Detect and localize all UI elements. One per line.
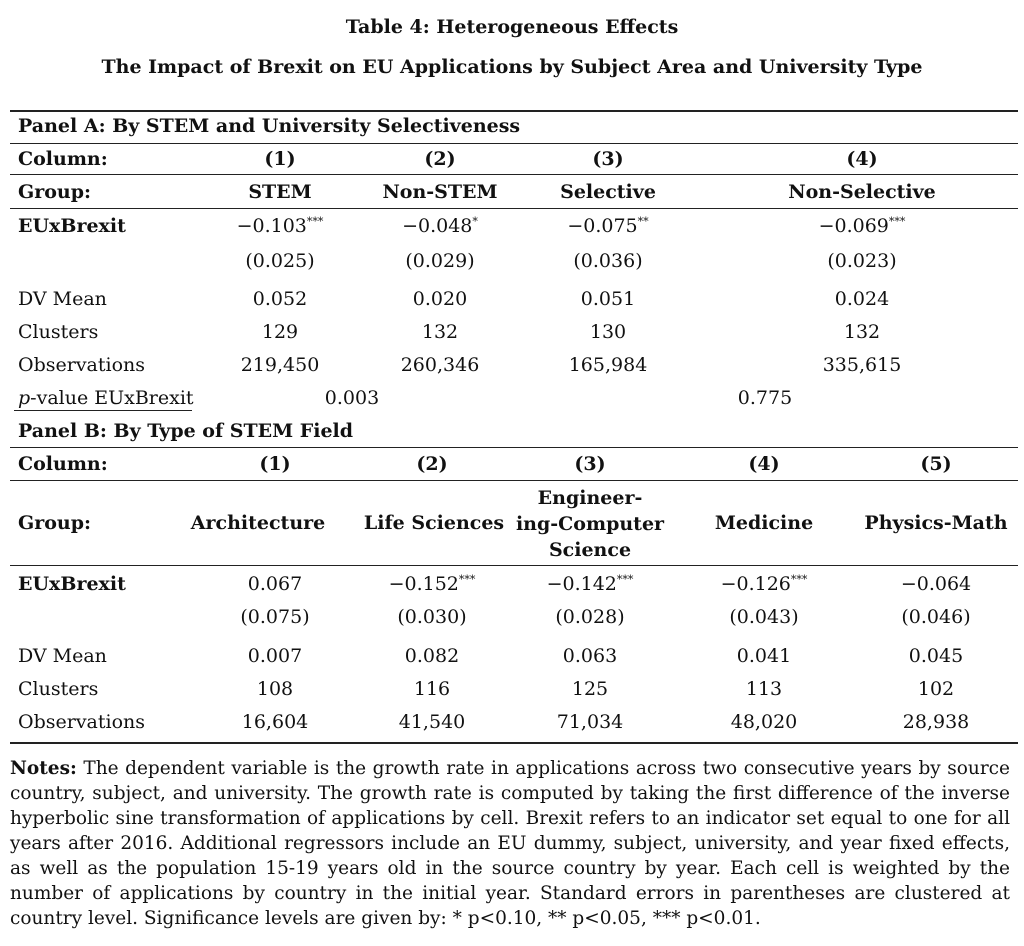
- panel-a-dv-label: DV Mean: [18, 288, 107, 310]
- panel-a-group-label: Group:: [18, 181, 92, 203]
- panel-b-clusters-5: 102: [917, 678, 955, 700]
- panel-b-clusters-2: 116: [413, 678, 451, 700]
- panel-b-se-1: (0.075): [240, 606, 310, 628]
- panel-a-pval-1: 0.003: [324, 387, 380, 409]
- table-subtitle: The Impact of Brexit on EU Applications by Subject Area and University Type: [101, 56, 923, 78]
- panel-b-column-label: Column:: [18, 453, 108, 475]
- panel-b-col-1: (1): [259, 453, 291, 475]
- rule-panel-b-columns: [10, 480, 1018, 481]
- rule-panel-a-header: [10, 143, 1018, 144]
- panel-a-obs-label: Observations: [18, 354, 146, 376]
- panel-a-group-4: Non-Selective: [788, 181, 936, 203]
- panel-a-clusters-4: 132: [843, 321, 881, 343]
- panel-b-dv-4: 0.041: [736, 645, 792, 667]
- panel-a-header: Panel A: By STEM and University Selectiveness: [18, 115, 521, 137]
- panel-b-obs-5: 28,938: [902, 711, 970, 733]
- panel-b-se-5: (0.046): [901, 606, 971, 628]
- notes-label: Notes:: [10, 758, 77, 779]
- panel-b-dv-1: 0.007: [247, 645, 303, 667]
- panel-a-coef-2: −0.048*: [402, 215, 478, 237]
- panel-b-coef-1: 0.067: [247, 573, 303, 595]
- panel-b-clusters-label: Clusters: [18, 678, 99, 700]
- panel-b-clusters-4: 113: [745, 678, 783, 700]
- panel-b-col-4: (4): [748, 453, 780, 475]
- panel-b-se-4: (0.043): [729, 606, 799, 628]
- panel-b-dv-3: 0.063: [562, 645, 618, 667]
- panel-a-se-3: (0.036): [573, 250, 643, 272]
- panel-a-col-4: (4): [846, 148, 878, 170]
- panel-b-coef-4: −0.126***: [720, 573, 808, 595]
- panel-b-header: Panel B: By Type of STEM Field: [18, 420, 354, 442]
- panel-a-se-1: (0.025): [245, 250, 315, 272]
- panel-a-se-2: (0.029): [405, 250, 475, 272]
- panel-b-group-label: Group:: [18, 512, 92, 534]
- panel-a-group-2: Non-STEM: [382, 181, 498, 203]
- panel-a-clusters-2: 132: [421, 321, 459, 343]
- panel-b-group-5: Physics-Math: [864, 512, 1008, 534]
- panel-b-clusters-1: 108: [256, 678, 294, 700]
- panel-a-dv-2: 0.020: [412, 288, 468, 310]
- notes-text: The dependent variable is the growth rate in applications across two consecutive years by source country, subject, and university. The growth rate is computed by taking the first difference of the inverse hyperbolic sine transformation of applications by cell. Brexit refers to an indicator set equal to one for all years after 2016. Additional regressors include an EU dummy, subject, university, and year fixed effects, as well as the population 15-19 years old in the source country by year. Each cell is weighted by the number of applications by country in the initial year. Standard errors in parentheses are clustered at country level. Significance levels are given by: * p<0.10, ** p<0.05, *** p<0.01.: [10, 758, 1010, 929]
- rule-panel-a-columns: [10, 174, 1018, 175]
- panel-b-group-3: Engineer- ing-Computer Science: [515, 487, 665, 561]
- panel-a-dv-1: 0.052: [252, 288, 308, 310]
- table-title: Table 4: Heterogeneous Effects: [345, 16, 679, 38]
- panel-a-se-4: (0.023): [827, 250, 897, 272]
- panel-a-obs-1: 219,450: [240, 354, 320, 376]
- panel-b-dv-5: 0.045: [908, 645, 964, 667]
- panel-a-pval-label: p-value EUxBrexit: [18, 387, 194, 409]
- panel-b-obs-3: 71,034: [556, 711, 624, 733]
- panel-b-dv-2: 0.082: [404, 645, 460, 667]
- panel-b-coef-2: −0.152***: [388, 573, 476, 595]
- panel-a-col-2: (2): [424, 148, 456, 170]
- panel-b-col-3: (3): [574, 453, 606, 475]
- panel-a-coef-4: −0.069***: [818, 215, 906, 237]
- panel-b-coef-5: −0.064: [900, 573, 972, 595]
- panel-a-dv-4: 0.024: [834, 288, 890, 310]
- panel-a-group-3: Selective: [560, 181, 656, 203]
- panel-b-group-1: Architecture: [190, 512, 326, 534]
- panel-b-coef-label: EUxBrexit: [18, 573, 126, 595]
- panel-b-group-4: Medicine: [714, 512, 814, 534]
- panel-a-coef-1: −0.103***: [236, 215, 324, 237]
- panel-a-coef-3: −0.075**: [567, 215, 649, 237]
- rule-panel-b-groups: [10, 565, 1018, 566]
- panel-b-clusters-3: 125: [571, 678, 609, 700]
- panel-b-se-2: (0.030): [397, 606, 467, 628]
- panel-a-obs-2: 260,346: [400, 354, 480, 376]
- pval-underline: [14, 410, 192, 411]
- panel-b-coef-3: −0.142***: [546, 573, 634, 595]
- rule-bottom: [10, 742, 1018, 744]
- panel-a-clusters-label: Clusters: [18, 321, 99, 343]
- panel-b-obs-1: 16,604: [241, 711, 309, 733]
- panel-b-col-2: (2): [416, 453, 448, 475]
- panel-b-se-3: (0.028): [555, 606, 625, 628]
- panel-a-clusters-3: 130: [589, 321, 627, 343]
- panel-b-obs-label: Observations: [18, 711, 146, 733]
- panel-a-col-3: (3): [592, 148, 624, 170]
- panel-a-pval-2: 0.775: [737, 387, 793, 409]
- panel-a-dv-3: 0.051: [580, 288, 636, 310]
- panel-a-column-label: Column:: [18, 148, 108, 170]
- table-notes: [10, 756, 1010, 931]
- panel-b-col-5: (5): [920, 453, 952, 475]
- panel-a-coef-label: EUxBrexit: [18, 215, 126, 237]
- panel-a-obs-4: 335,615: [822, 354, 902, 376]
- rule-panel-a-groups: [10, 208, 1018, 209]
- panel-b-dv-label: DV Mean: [18, 645, 107, 667]
- panel-a-col-1: (1): [264, 148, 296, 170]
- panel-a-clusters-1: 129: [261, 321, 299, 343]
- panel-a-obs-3: 165,984: [568, 354, 648, 376]
- panel-b-obs-4: 48,020: [730, 711, 798, 733]
- rule-top: [10, 110, 1018, 112]
- panel-b-group-2: Life Sciences: [363, 512, 505, 534]
- panel-b-obs-2: 41,540: [398, 711, 466, 733]
- rule-panel-b-header: [10, 447, 1018, 448]
- panel-a-group-1: STEM: [248, 181, 312, 203]
